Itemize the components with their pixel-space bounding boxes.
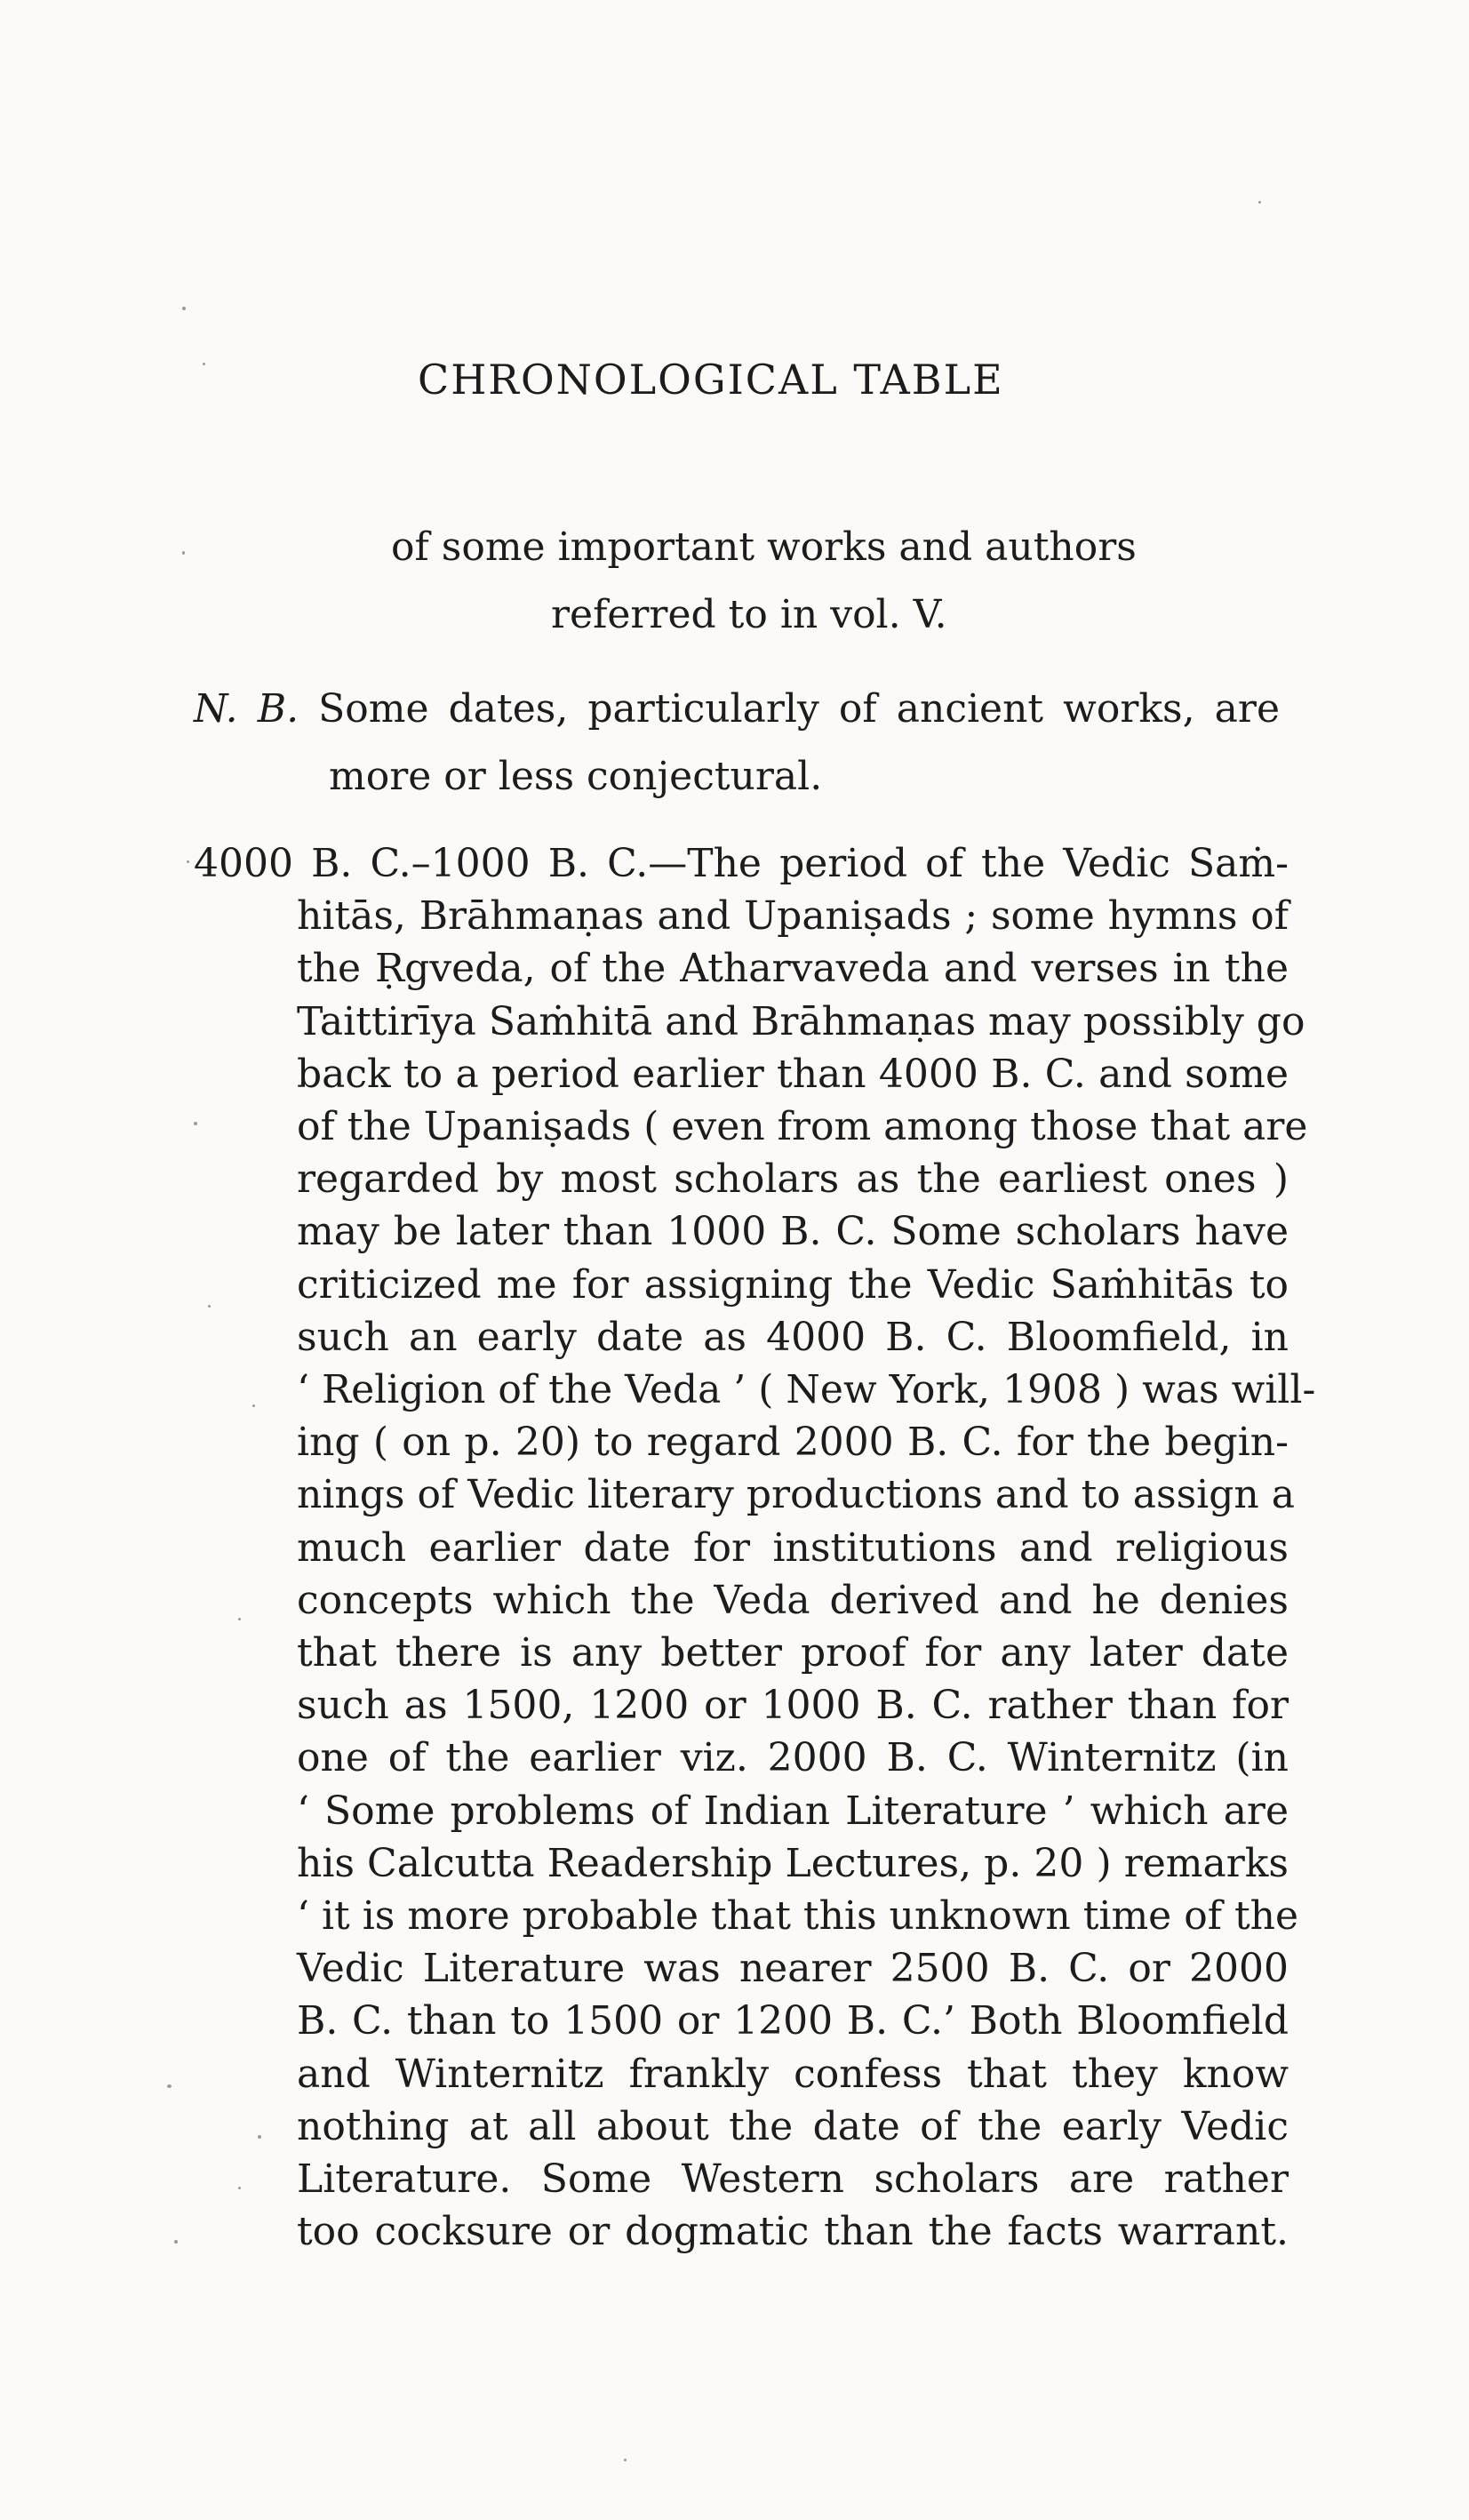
note-paragraph [194, 676, 1280, 811]
entry-line: much earlier date for institutions and religious [297, 1524, 1289, 1571]
scan-speck [182, 551, 185, 555]
entry-line: may be later than 1000 B. C. Some scholars have [297, 1209, 1289, 1255]
scan-speck [238, 1618, 241, 1620]
scan-speck [238, 2187, 241, 2189]
note-label: N. B. [194, 686, 299, 732]
entry-line: Literature. Some Western scholars are rather [297, 2156, 1289, 2203]
entry-line: ing ( on p. 20) to regard 2000 B. C. for the begin- [297, 1420, 1289, 1466]
note-line-1-text: Some dates, particularly of ancient works, are [318, 686, 1280, 732]
entry-line: nothing at all about the date of the early Vedic [297, 2103, 1289, 2149]
scan-speck [203, 363, 205, 365]
chronology-entry [194, 837, 1316, 2258]
entry-line: ‘ it is more probable that this unknown time of the [297, 1893, 1299, 1940]
entry-line: regarded by most scholars as the earliest ones ) [297, 1156, 1289, 1203]
page-subtitle [391, 514, 1280, 649]
page-title: CHRONOLOGICAL TABLE [418, 356, 1004, 404]
subtitle-line-2: referred to in vol. V. [551, 592, 947, 637]
note-line-2: more or less conjectural. [329, 754, 823, 799]
scan-speck [194, 1122, 197, 1125]
scan-speck [1258, 201, 1261, 204]
entry-line: such an early date as 4000 B. C. Bloomfield, in [297, 1314, 1289, 1360]
scan-speck [174, 2240, 178, 2244]
entry-line: back to a period earlier than 4000 B. C. and some [297, 1051, 1289, 1097]
entry-line: Taittirīya Saṁhitā and Brāhmaṇas may possibly go [297, 998, 1305, 1044]
entry-line: Vedic Literature was nearer 2500 B. C. or 2000 [297, 1946, 1289, 1992]
entry-line: ‘ Some problems of Indian Literature ’ which are [297, 1788, 1289, 1834]
scan-speck [208, 1305, 211, 1308]
entry-line: criticized me for assigning the Vedic Saṁhitās to [297, 1261, 1289, 1308]
entry-line: 4000 B. C.–1000 B. C.—The period of the Vedic Saṁ- [194, 841, 1289, 886]
scan-speck [167, 2084, 172, 2088]
entry-line: of the Upaniṣads ( even from among those that are [297, 1104, 1308, 1150]
scan-speck [252, 1404, 255, 1407]
entry-line: his Calcutta Readership Lectures, p. 20 ) remarks [297, 1840, 1289, 1886]
scan-speck [187, 860, 189, 863]
entry-line: hitās, Brāhmaṇas and Upaniṣads ; some hymns of [297, 893, 1289, 940]
entry-line: ‘ Religion of the Veda ’ ( New York, 1908 ) was will- [297, 1367, 1316, 1413]
scan-speck [258, 2135, 261, 2139]
entry-line: one of the earlier viz. 2000 B. C. Winternitz (in [297, 1735, 1289, 1781]
entry-line: such as 1500, 1200 or 1000 B. C. rather than for [297, 1683, 1289, 1729]
entry-line: nings of Vedic literary productions and to assign a [297, 1472, 1295, 1518]
entry-line: and Winternitz frankly confess that they know [297, 2051, 1289, 2097]
entry-line: the Ṛgveda, of the Atharvaveda and verses in the [297, 946, 1289, 992]
entry-line: too cocksure or dogmatic than the facts warrant. [297, 2209, 1289, 2255]
note-line-1 [194, 676, 1280, 743]
scan-speck [624, 2459, 627, 2461]
scan-speck [182, 307, 186, 310]
subtitle-line-1: of some important works and authors [391, 524, 1137, 570]
entry-line: concepts which the Veda derived and he denies [297, 1577, 1289, 1623]
entry-line: B. C. than to 1500 or 1200 B. C.’ Both Bloomfield [297, 1998, 1289, 2044]
entry-line: that there is any better proof for any later date [297, 1630, 1289, 1676]
